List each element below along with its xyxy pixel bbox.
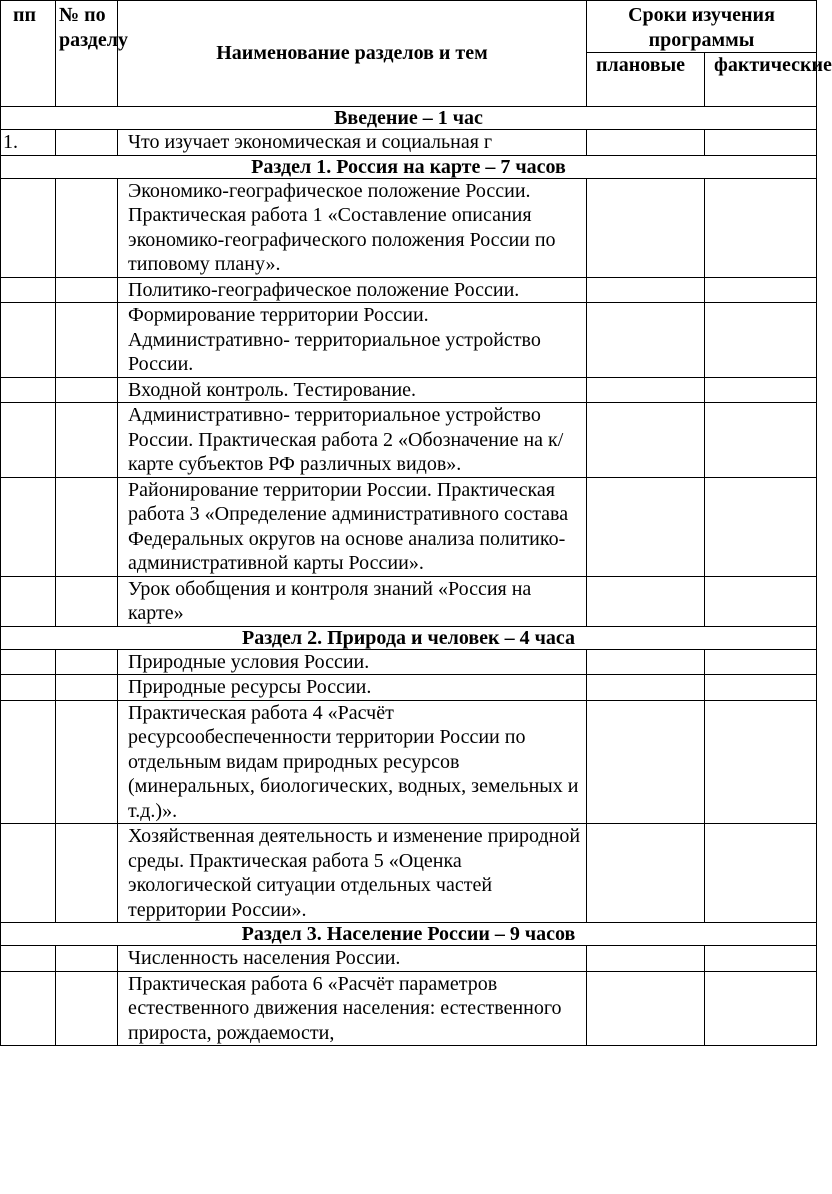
table-row <box>1 403 817 478</box>
planned-date-cell <box>587 700 705 824</box>
table-row <box>1 649 817 675</box>
header-actual: фактические <box>705 53 817 107</box>
section-title: Раздел 3. Население России – 9 часов <box>1 923 817 946</box>
row-section-number <box>56 700 118 824</box>
row-section-number <box>56 824 118 923</box>
table-row <box>1 178 817 277</box>
row-number <box>1 403 56 478</box>
topic-cell: Природные условия России. <box>118 649 587 675</box>
row-number <box>1 303 56 378</box>
actual-date-cell <box>705 277 817 303</box>
row-number <box>1 178 56 277</box>
row-number <box>1 824 56 923</box>
row-section-number <box>56 377 118 403</box>
section-title: Раздел 1. Россия на карте – 7 часов <box>1 155 817 178</box>
topic-cell: Входной контроль. Тестирование. <box>118 377 587 403</box>
actual-date-cell <box>705 130 817 156</box>
planned-date-cell <box>587 277 705 303</box>
table-row <box>1 971 817 1046</box>
table-row <box>1 130 817 156</box>
actual-date-cell <box>705 971 817 1046</box>
topic-cell: Хозяйственная деятельность и изменение природной среды. Практическая работа 5 «Оценка экологической ситуации отдельных частей территории России». <box>118 824 587 923</box>
section-title: Раздел 2. Природа и человек – 4 часа <box>1 626 817 649</box>
table-row <box>1 675 817 701</box>
row-section-number <box>56 130 118 156</box>
row-section-number <box>56 403 118 478</box>
header-planned: плановые <box>587 53 705 107</box>
row-number <box>1 700 56 824</box>
row-section-number <box>56 477 118 576</box>
actual-date-cell <box>705 403 817 478</box>
topic-cell: Политико-географическое положение России. <box>118 277 587 303</box>
header-pp: пп <box>1 1 56 107</box>
planned-date-cell <box>587 946 705 972</box>
actual-date-cell <box>705 824 817 923</box>
row-section-number <box>56 971 118 1046</box>
table-row <box>1 477 817 576</box>
row-number <box>1 477 56 576</box>
planned-date-cell <box>587 303 705 378</box>
actual-date-cell <box>705 675 817 701</box>
header-section-no: № по разделу <box>56 1 118 107</box>
row-number <box>1 277 56 303</box>
table-row <box>1 824 817 923</box>
table-row <box>1 277 817 303</box>
planned-date-cell <box>587 649 705 675</box>
topic-cell: Практическая работа 6 «Расчёт параметров естественного движения населения: естественного прироста, рождаемости, <box>118 971 587 1046</box>
actual-date-cell <box>705 178 817 277</box>
actual-date-cell <box>705 576 817 626</box>
planned-date-cell <box>587 576 705 626</box>
topic-cell: Экономико-географическое положение России. Практическая работа 1 «Составление описания экономико-географического положения России по типовому плану». <box>118 178 587 277</box>
planned-date-cell <box>587 178 705 277</box>
topic-cell: Практическая работа 4 «Расчёт ресурсообеспеченности территории России по отдельным видам природных ресурсов (минеральных, биологических, водных, земельных и т.д.)». <box>118 700 587 824</box>
section-title: Введение – 1 час <box>1 107 817 130</box>
topic-cell: Формирование территории России. Административно- территориальное устройство России. <box>118 303 587 378</box>
row-number <box>1 576 56 626</box>
row-number: 1. <box>1 130 56 156</box>
row-section-number <box>56 675 118 701</box>
topic-cell: Численность населения России. <box>118 946 587 972</box>
planned-date-cell <box>587 824 705 923</box>
topic-cell: Урок обобщения и контроля знаний «Россия на карте» <box>118 576 587 626</box>
planned-date-cell <box>587 675 705 701</box>
planned-date-cell <box>587 403 705 478</box>
actual-date-cell <box>705 477 817 576</box>
table-row <box>1 700 817 824</box>
row-section-number <box>56 946 118 972</box>
actual-date-cell <box>705 303 817 378</box>
row-section-number <box>56 649 118 675</box>
topic-cell: Административно- территориальное устройство России. Практическая работа 2 «Обозначение на к/карте субъектов РФ различных видов». <box>118 403 587 478</box>
table-row <box>1 303 817 378</box>
planned-date-cell <box>587 130 705 156</box>
row-number <box>1 971 56 1046</box>
actual-date-cell <box>705 700 817 824</box>
table-row <box>1 377 817 403</box>
topic-cell: Что изучает экономическая и социальная г <box>118 130 587 156</box>
actual-date-cell <box>705 377 817 403</box>
actual-date-cell <box>705 649 817 675</box>
actual-date-cell <box>705 946 817 972</box>
table-row <box>1 946 817 972</box>
planned-date-cell <box>587 377 705 403</box>
table-row <box>1 576 817 626</box>
row-section-number <box>56 303 118 378</box>
row-number <box>1 675 56 701</box>
row-section-number <box>56 178 118 277</box>
planned-date-cell <box>587 971 705 1046</box>
header-topic-name: Наименование разделов и тем <box>118 1 587 107</box>
topic-cell: Природные ресурсы России. <box>118 675 587 701</box>
header-study-terms: Сроки изучения программы <box>587 1 817 53</box>
row-section-number <box>56 576 118 626</box>
topic-cell: Районирование территории России. Практическая работа 3 «Определение административного состава Федеральных округов на основе анализа политико-административной карты России». <box>118 477 587 576</box>
row-section-number <box>56 277 118 303</box>
planned-date-cell <box>587 477 705 576</box>
row-number <box>1 946 56 972</box>
row-number <box>1 377 56 403</box>
row-number <box>1 649 56 675</box>
